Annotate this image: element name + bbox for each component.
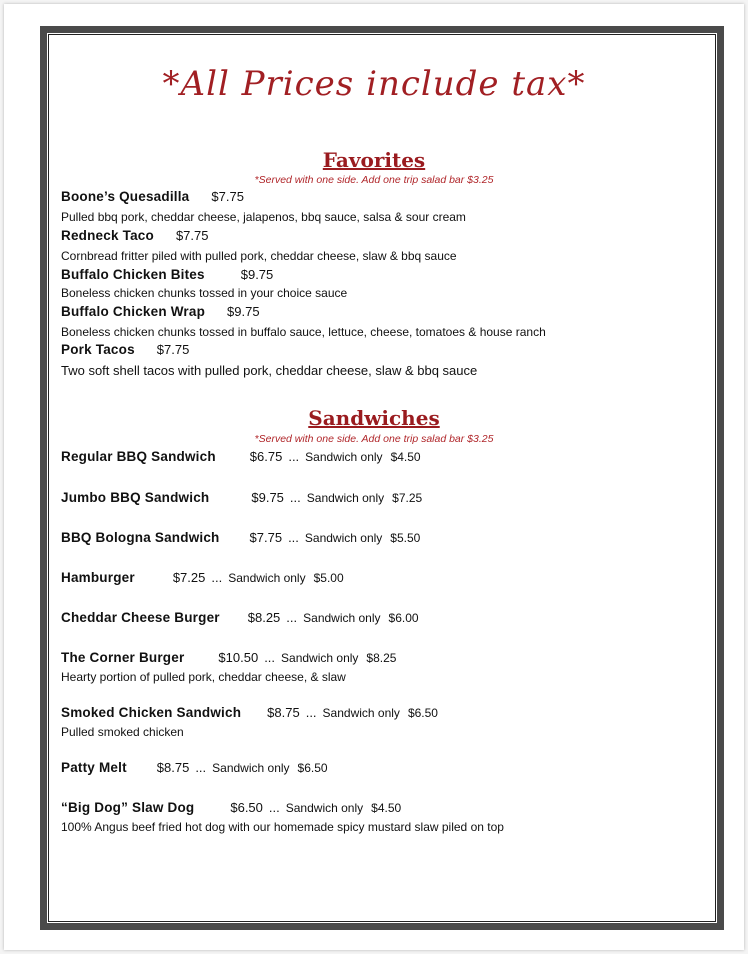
favorites-note: *Served with one side. Add one trip salad bar $3.25	[254, 174, 494, 186]
item-name: Smoked Chicken Sandwich	[61, 705, 242, 720]
item-price: $9.75	[227, 304, 260, 319]
dots-separator: ...	[288, 449, 300, 464]
sandwich-only-price: $8.25	[366, 651, 397, 665]
menu-item-row	[61, 800, 401, 815]
item-price: $8.75	[156, 760, 190, 775]
item-name: The Corner Burger	[61, 650, 185, 665]
sandwich-only-label: Sandwich only	[306, 491, 385, 505]
sandwich-only-price: $6.50	[407, 706, 438, 720]
item-price: $6.75	[249, 449, 283, 464]
item-description: Two soft shell tacos with pulled pork, cheddar cheese, slaw & bbq sauce	[61, 363, 478, 378]
menu-page	[4, 4, 744, 950]
menu-item-row	[61, 228, 208, 243]
dots-separator: ...	[195, 760, 207, 775]
item-name: Pork Tacos	[61, 342, 135, 357]
menu-item-row	[61, 705, 438, 720]
menu-item-row	[61, 267, 273, 282]
prices-banner: *All Prices include tax*	[162, 64, 586, 104]
item-price: $7.75	[156, 342, 190, 357]
sandwich-only-label: Sandwich only	[281, 651, 359, 665]
item-price: $8.75	[267, 705, 300, 720]
item-description: Boneless chicken chunks tossed in buffalo sauce, lettuce, cheese, tomatoes & house ranch	[61, 325, 546, 339]
menu-item-row	[61, 342, 189, 357]
dots-separator: ...	[289, 490, 301, 505]
favorites-title: Favorites	[322, 148, 426, 172]
item-price: $7.75	[175, 228, 209, 243]
sandwich-only-price: $4.50	[390, 450, 421, 464]
item-price: $10.50	[218, 650, 259, 665]
sandwich-only-label: Sandwich only	[305, 450, 383, 464]
sandwiches-title: Sandwiches	[308, 406, 440, 430]
sandwich-only-label: Sandwich only	[212, 761, 290, 775]
item-description: Cornbread fritter piled with pulled pork, cheddar cheese, slaw & bbq sauce	[61, 249, 457, 263]
item-price: $7.75	[249, 530, 283, 545]
dots-separator: ...	[211, 570, 223, 585]
menu-item-row	[61, 490, 422, 505]
item-name: Hamburger	[61, 570, 135, 585]
dots-separator: ...	[288, 530, 299, 545]
item-name: Buffalo Chicken Wrap	[61, 304, 206, 319]
sandwich-only-price: $6.00	[388, 611, 419, 625]
item-price: $8.25	[247, 610, 281, 625]
menu-item-row	[61, 610, 419, 625]
sandwich-only-label: Sandwich only	[304, 531, 383, 545]
sandwich-only-price: $5.50	[390, 531, 421, 545]
item-price: $6.50	[230, 800, 263, 815]
sandwich-only-price: $6.50	[297, 761, 328, 775]
item-name: Cheddar Cheese Burger	[61, 610, 220, 625]
item-name: “Big Dog” Slaw Dog	[61, 800, 195, 815]
sandwich-only-price: $4.50	[371, 801, 402, 815]
sandwich-only-label: Sandwich only	[322, 706, 400, 720]
dots-separator: ...	[268, 800, 280, 815]
item-name: Buffalo Chicken Bites	[61, 267, 205, 282]
menu-item-row	[61, 304, 260, 319]
item-price: $9.75	[251, 490, 284, 505]
sandwich-only-label: Sandwich only	[285, 801, 364, 815]
menu-item-row	[61, 760, 328, 775]
sandwich-only-price: $5.00	[313, 571, 344, 585]
menu-item-row	[61, 449, 421, 464]
item-description: Pulled bbq pork, cheddar cheese, jalapenos, bbq sauce, salsa & sour cream	[61, 210, 466, 224]
sandwich-only-label: Sandwich only	[303, 611, 381, 625]
item-description: Hearty portion of pulled pork, cheddar cheese, & slaw	[61, 670, 346, 684]
menu-item-row	[61, 650, 396, 665]
menu-item-row	[61, 189, 244, 204]
menu-item-row	[61, 570, 344, 585]
item-name: BBQ Bologna Sandwich	[61, 530, 220, 545]
item-price: $7.25	[172, 570, 206, 585]
item-description: Boneless chicken chunks tossed in your choice sauce	[61, 286, 348, 300]
sandwiches-note: *Served with one side. Add one trip salad bar $3.25	[254, 433, 494, 445]
dots-separator: ...	[264, 650, 276, 665]
sandwich-only-label: Sandwich only	[228, 571, 306, 585]
dots-separator: ...	[286, 610, 298, 625]
dots-separator: ...	[305, 705, 317, 720]
item-name: Regular BBQ Sandwich	[61, 449, 216, 464]
item-description: 100% Angus beef fried hot dog with our homemade spicy mustard slaw piled on top	[61, 820, 504, 834]
item-name: Boone’s Quesadilla	[61, 189, 190, 204]
item-name: Patty Melt	[61, 760, 127, 775]
item-price: $9.75	[240, 267, 274, 282]
menu-item-row	[61, 530, 420, 545]
sandwich-only-price: $7.25	[392, 491, 423, 505]
item-price: $7.75	[211, 189, 244, 204]
item-name: Redneck Taco	[61, 228, 154, 243]
item-description: Pulled smoked chicken	[61, 725, 184, 739]
item-name: Jumbo BBQ Sandwich	[61, 490, 210, 505]
